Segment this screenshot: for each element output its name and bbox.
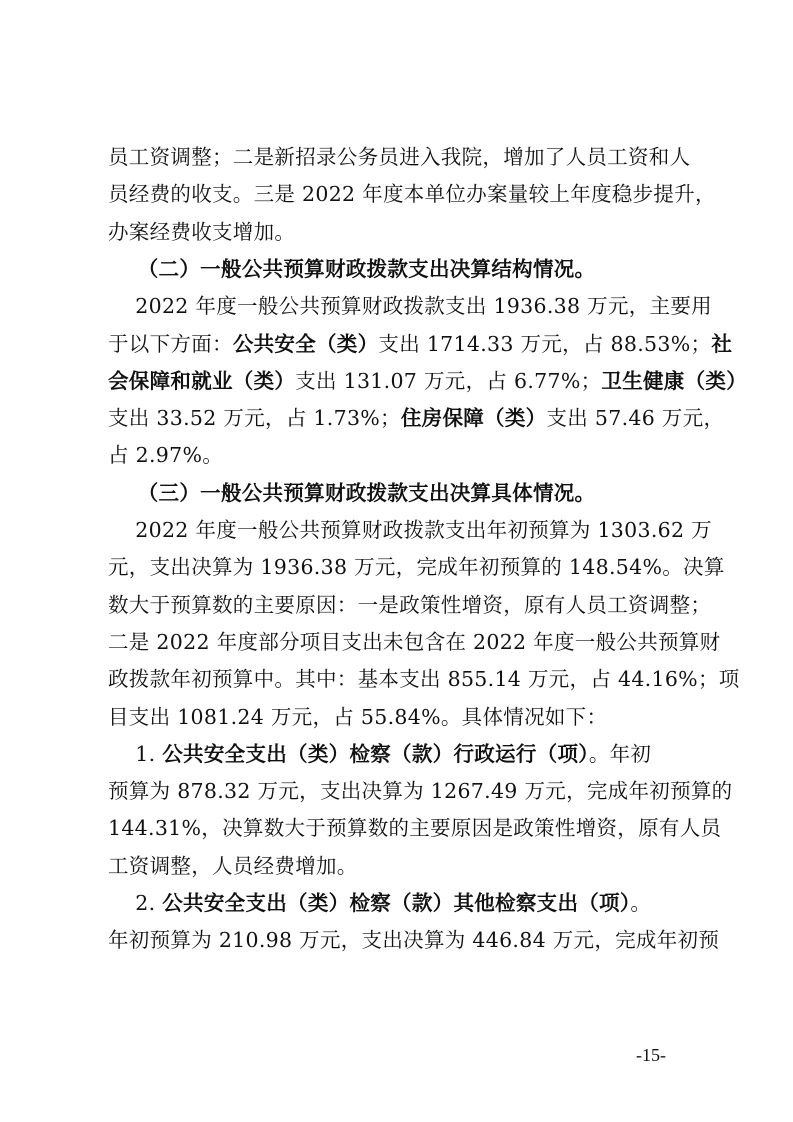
text-line [108,214,688,250]
text-run: 二是 2022 年度部分项目支出未包含在 2022 年度一般公共预算财 [108,629,721,654]
text-run: 员工资调整；二是新招录公务员进入我院，增加了人员工资和人 [108,145,691,169]
bold-text-run: 住房保障（类） [400,406,547,431]
text-run: 。年初 [588,741,652,766]
bold-text-run: 公共安全支出（类）检察（款）行政运行（项） [162,741,589,766]
text-line [108,773,733,809]
text-line [108,176,716,212]
bold-text-run: 社 [711,331,733,356]
text-run: 2022 年度一般公共预算财政拨款支出 1936.38 万元，主要用 [108,294,712,319]
text-line [108,139,691,175]
text-run: 支出 131.07 万元，占 6.77%； [295,368,602,393]
text-line [108,549,725,585]
text-run: 144.31%，决算数大于预算数的主要原因是政策性增资，原有人员 [108,816,722,841]
text-line [108,251,688,287]
text-line [108,885,688,921]
text-run: 2022 年度一般公共预算财政拨款支出年初预算为 1303.62 万 [108,518,712,542]
text-run: 办案经费收支增加。 [108,219,296,244]
bold-text-run: （三）一般公共预算财政拨款支出决算具体情况。 [108,480,596,505]
text-line [108,326,733,362]
page-number: -15- [636,1045,666,1065]
text-run: 支出 33.52 万元，占 1.73%； [108,406,401,431]
text-run: 员经费的收支。三是 2022 年度本单位办案量较上年度稳步提升， [108,182,716,207]
text-run: 政拨款年初预算中。其中：基本支出 855.14 万元，占 44.16%；项 [108,667,740,692]
text-run: 年初预算为 210.98 万元，支出决算为 446.84 万元，完成年初预 [108,928,720,953]
text-run: 工资调整，人员经费增加。 [108,853,358,878]
text-line [108,810,722,846]
text-line [108,512,712,548]
text-line [108,400,725,436]
text-run: 占 2.97%。 [108,443,224,468]
text-run: 支出 57.46 万元， [546,406,725,431]
text-line [108,699,688,735]
text-run: 数大于预算数的主要原因：一是政策性增资，原有人员工资调整； [108,592,712,617]
text-line [108,922,720,958]
text-run: 。 [630,891,652,915]
bold-text-run: （二）一般公共预算财政拨款支出决算结构情况。 [108,256,596,281]
text-run: 支出 1714.33 万元，占 88.53%； [378,331,712,356]
bold-text-run: 公共安全支出（类）检察（款）其他检察支出（项） [162,891,631,915]
text-run: 目支出 1081.24 万元，占 55.84%。具体情况如下： [108,704,608,729]
bold-text-run: 公共安全（类） [232,331,379,356]
text-line [108,288,712,324]
text-run: 于以下方面： [108,331,233,356]
text-run: 元，支出决算为 1936.38 万元，完成年初预算的 148.54%。决算 [108,555,725,580]
text-line [108,661,740,697]
text-line [108,587,712,623]
text-line [108,475,688,511]
text-line [108,848,688,884]
text-run: 预算为 878.32 万元，支出决算为 1267.49 万元，完成年初预算的 [108,779,733,804]
text-line [108,624,721,660]
text-line [108,736,688,772]
text-run: 2. [108,891,163,915]
text-line [108,437,688,473]
text-line [108,363,748,399]
bold-text-run: 会保障和就业（类） [108,368,296,393]
text-run: 1. [108,741,163,766]
bold-text-run: 卫生健康（类） [601,368,748,393]
